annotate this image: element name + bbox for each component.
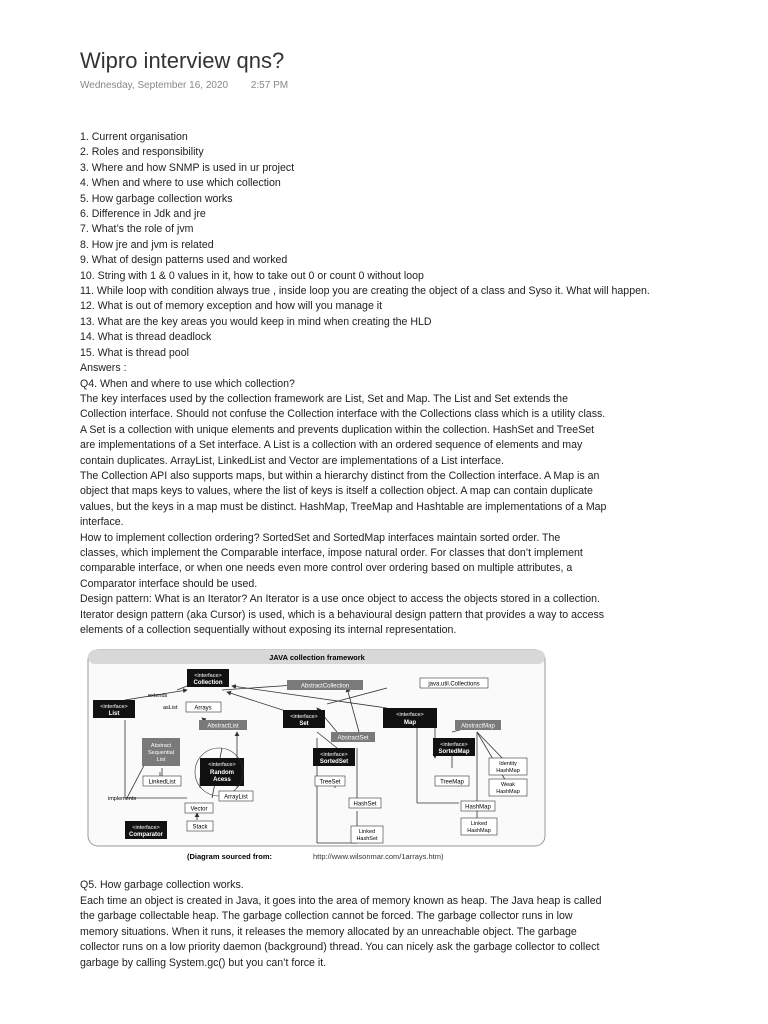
q5-line: the garbage collectable heap. The garbage collection cannot be forced. The garbage collector runs in low	[80, 910, 573, 923]
node-stereotype: <interface>	[100, 704, 128, 710]
q5-line: Each time an object is created in Java, it goes into the area of memory known as heap. The Java heap is called	[80, 894, 602, 907]
node-label: Map	[404, 720, 416, 726]
q5-heading: Q5. How garbage collection works.	[80, 879, 244, 891]
implements-label: implements	[108, 796, 137, 802]
node-label: TreeSet	[319, 779, 341, 786]
node-stereotype: <interface>	[320, 752, 348, 758]
question-item: 10. String with 1 & 0 values in it, how to take out 0 or count 0 without loop	[80, 269, 424, 282]
question-item: 2. Roles and responsibility	[80, 146, 204, 159]
diagram-source-url: http://www.wilsonmar.com/1arrays.htm)	[313, 852, 444, 861]
node-label: HashSet	[353, 801, 377, 808]
node-label-line: Linked	[358, 829, 376, 835]
q4-line: How to implement collection ordering? SortedSet and SortedMap interfaces maintain sorted order. The	[80, 531, 561, 544]
node-label-line: HashMap	[467, 828, 491, 834]
question-item: 14. What is thread deadlock	[80, 331, 212, 344]
node-label: Comparator	[128, 832, 164, 838]
q4-line: The Collection API also supports maps, but within a hierarchy distinct from the Collection interface. A Map is an	[80, 469, 600, 482]
note-body	[80, 130, 720, 638]
q4-line: comparable interface, or when one needs even more control over ordering based on multiple attributes, a	[80, 562, 573, 575]
page-time: 2:57 PM	[250, 80, 289, 91]
question-item: 9. What of design patterns used and worked	[80, 254, 288, 267]
node-label: AbstractMap	[461, 723, 495, 730]
page-title: Wipro interview qns?	[80, 48, 285, 73]
page-timestamp	[80, 80, 288, 91]
q4-line: object that maps keys to values, where the list of keys is itself a collection object. A map can contain duplicate	[80, 485, 593, 498]
question-item: 12. What is out of memory exception and how will you manage it	[80, 300, 383, 313]
q4-line: are implementations of a Set interface. A List is a collection with an ordered sequence of elements and may	[80, 439, 583, 452]
q4-line: A Set is a collection with unique elements and prevents duplication within the collection. HashSet and TreeSet	[80, 423, 595, 436]
node-label-line: Abstract	[150, 743, 172, 749]
node-label-line: HashMap	[496, 768, 520, 774]
node-stereotype: <interface>	[440, 742, 468, 748]
node-label: Arrays	[194, 705, 212, 712]
answers-label: Answers :	[80, 362, 127, 375]
node-label-line: Sequential	[148, 750, 174, 756]
aslist-label: asList	[163, 705, 178, 711]
node-label: SortedMap	[438, 749, 470, 755]
node-label: HashMap	[465, 804, 491, 811]
node-label: TreeMap	[440, 779, 464, 786]
q5-line: garbage by calling System.gc() but you can’t force it.	[80, 956, 327, 969]
diagram-source-label: (Diagram sourced from:	[187, 852, 273, 861]
q5-line: memory situations. When it runs, it releases the memory allocated by an unreachable object. The garbage	[80, 925, 577, 938]
node-label-line: HashSet	[356, 836, 378, 842]
q4-line: interface.	[80, 516, 124, 529]
extends-label: extends	[148, 693, 168, 699]
node-label: ArrayList	[224, 794, 248, 801]
question-item: 1. Current organisation	[80, 131, 188, 143]
node-label: AbstractCollection	[300, 683, 350, 690]
question-item: 3. Where and how SNMP is used in ur project	[80, 161, 295, 174]
q4-heading: Q4. When and where to use which collection?	[80, 377, 295, 390]
q4-line: elements of a collection sequentially without exposing its internal representation.	[80, 624, 457, 636]
node-label-line: Weak	[501, 782, 515, 788]
node-label: Stack	[192, 824, 208, 831]
node-stereotype: <interface>	[290, 714, 318, 720]
q4-line: classes, which implement the Comparable interface, impose natural order. For classes that don’t implement	[80, 546, 583, 559]
node-label-line: List	[156, 757, 166, 763]
q5-section	[80, 878, 720, 972]
collection-framework-diagram	[87, 648, 547, 864]
node-label: AbstractSet	[337, 735, 369, 742]
node-stereotype: <interface>	[396, 712, 424, 718]
question-item: 11. While loop with condition always true , inside loop you are creating the object of a class and Syso it. What will happen.	[80, 285, 650, 298]
page-date: Wednesday, September 16, 2020	[80, 80, 229, 91]
node-label: Set	[299, 721, 309, 727]
node-label: LinkedList	[148, 779, 176, 786]
q4-line: contain duplicates. ArrayList, LinkedList and Vector are implementations of a List interface.	[80, 454, 504, 467]
node-stereotype: <interface>	[132, 825, 160, 831]
node-label-line: HashMap	[496, 789, 520, 795]
q4-line: values, but the keys in a map must be distinct. HashMap, TreeMap and Hashtable are implementations of a Map	[80, 500, 607, 513]
q4-line: Comparator interface should be used.	[80, 577, 258, 590]
node-label-line: Acess	[213, 777, 231, 783]
question-item: 7. What’s the role of jvm	[80, 223, 194, 236]
node-label: List	[108, 711, 120, 717]
node-label: Collection	[193, 680, 223, 686]
node-label: SortedSet	[319, 759, 349, 765]
question-item: 15. What is thread pool	[80, 346, 189, 359]
question-item: 6. Difference in Jdk and jre	[80, 208, 206, 221]
question-item: 13. What are the key areas you would keep in mind when creating the HLD	[80, 315, 432, 328]
q4-line: Iterator design pattern (aka Cursor) is used, which is a behavioural design pattern that provides a way to access	[80, 608, 605, 621]
node-label: Vector	[190, 806, 208, 813]
node-label: java.util.Collections	[428, 681, 480, 688]
question-item: 4. When and where to use which collection	[80, 177, 281, 190]
q4-line: Design pattern: What is an Iterator? An Iterator is a use once object to access the objects stored in a collection.	[80, 593, 600, 606]
node-label-line: Random	[210, 770, 234, 776]
q5-line: collector runs on a low priority daemon (background) thread. You can nicely ask the garbage collector to collect	[80, 941, 600, 954]
question-item: 5. How garbage collection works	[80, 192, 233, 205]
q4-line: Collection interface. Should not confuse the Collection interface with the Collections class which is a utility class.	[80, 408, 606, 421]
node-stereotype: <interface>	[208, 762, 236, 768]
question-item: 8. How jre and jvm is related	[80, 238, 214, 251]
node-stereotype: <interface>	[194, 673, 222, 679]
q4-line: The key interfaces used by the collection framework are List, Set and Map. The List and Set extends the	[80, 392, 568, 405]
diagram-title: JAVA collection framework	[269, 653, 365, 662]
node-label-line: Linked	[470, 821, 488, 827]
node-label-line: Identity	[499, 761, 517, 767]
node-label: AbstractList	[207, 723, 239, 730]
